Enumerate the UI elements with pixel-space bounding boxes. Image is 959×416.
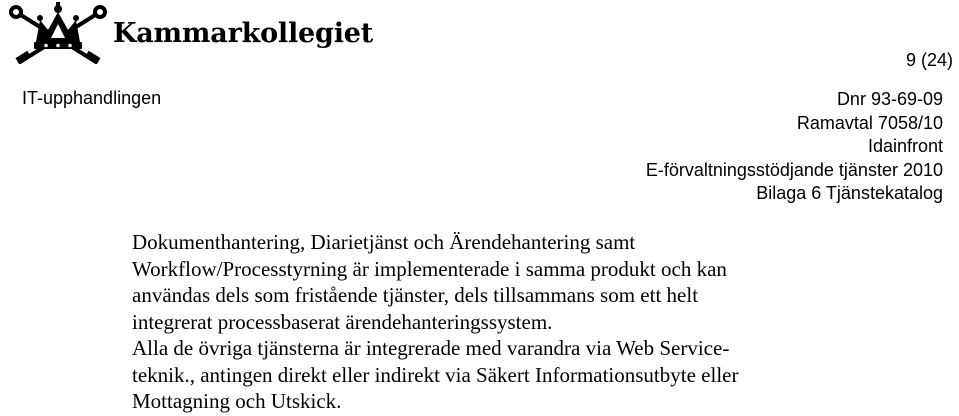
- body-paragraph: [132, 229, 832, 415]
- body-line: Alla de övriga tjänsterna är integrerade med varandra via Web Service-: [132, 336, 730, 360]
- body-line: Dokumenthantering, Diarietjänst och Ärendehantering samt: [132, 230, 636, 254]
- reference-attachment: Bilaga 6 Tjänstekatalog: [756, 183, 943, 203]
- reference-supplier: Idainfront: [867, 136, 943, 156]
- body-line: teknik., antingen direkt eller indirekt via Säkert Informationsutbyte eller: [132, 362, 739, 387]
- page-number: 9 (24): [905, 50, 953, 70]
- body-line: Workflow/Processtyrning är implementerade i samma produkt och kan: [132, 256, 727, 281]
- reference-dnr: Dnr 93-69-09: [836, 89, 943, 109]
- crown-keys-icon: [6, 2, 110, 70]
- body-line: Mottagning och Utskick.: [132, 389, 342, 413]
- reference-block: [646, 88, 943, 206]
- kammarkollegiet-logo: [6, 2, 374, 72]
- reference-ramavtal: Ramavtal 7058/10: [796, 112, 943, 133]
- org-unit-label: IT-upphandlingen: [22, 88, 162, 108]
- body-line: integrerat processbaserat ärendehanteringssystem.: [132, 309, 553, 334]
- reference-agreement-area: E-förvaltningsstödjande tjänster 2010: [645, 159, 943, 180]
- body-line: användas dels som fristående tjänster, dels tillsammans som ett helt: [132, 283, 699, 307]
- logo-wordmark: Kammarkollegiet: [113, 18, 374, 49]
